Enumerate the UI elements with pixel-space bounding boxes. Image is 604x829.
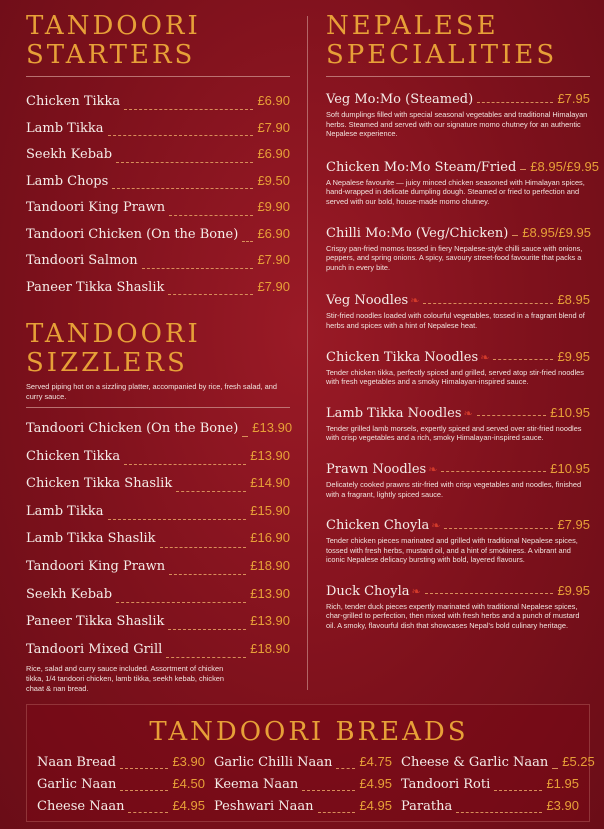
menu-item-name: Tandoori King Prawn [26, 558, 166, 574]
menu-item-price: £14.90 [250, 475, 290, 491]
menu-item-name: Chicken Tikka Noodles [326, 349, 479, 365]
menu-item-row [26, 503, 290, 531]
menu-item-name: Tandoori Chicken (On the Bone) [26, 421, 239, 436]
menu-item-price: £8.95 [557, 292, 590, 308]
right-column [326, 11, 599, 631]
dotted-leader [124, 464, 246, 465]
speciality-item [326, 461, 590, 499]
menu-item-name: Veg Noodles [326, 293, 409, 309]
menu-item-name: Chicken Choyla [326, 518, 430, 534]
dotted-leader [160, 547, 247, 548]
menu-item-name: Duck Choyla [326, 583, 410, 599]
menu-item-name: Tandoori Roti [401, 777, 491, 792]
dotted-leader [168, 294, 253, 295]
menu-item-price: £4.95 [359, 798, 392, 813]
menu-item-name: Garlic Chilli Naan [214, 755, 333, 770]
menu-item-price: £5.25 [562, 754, 595, 769]
dotted-leader [477, 102, 553, 103]
menu-item-row [26, 173, 290, 200]
dotted-leader [120, 790, 168, 791]
speciality-item [326, 517, 590, 565]
dotted-leader [494, 790, 542, 791]
menu-item-price: £6.90 [257, 225, 290, 241]
speciality-item [326, 158, 599, 207]
speciality-description: A Nepalese favourite — juicy minced chicken seasoned with Himalayan spices, hand-wrapped in delicate dumpling dough. Steamed or fried to perfection and served with our bold, house-made momo chutney. [326, 177, 585, 206]
menu-item-row [401, 798, 579, 820]
menu-item-row [326, 517, 590, 533]
speciality-description: Tender chicken pieces marinated and grilled with traditional Nepalese spices, tossed with fresh herbs, mustard oil, and a hint of smokiness. A vibrant and iconic Nepalese delicacy bursting with bold, layered flavours. [326, 536, 578, 565]
menu-item-name: Tandoori Chicken (On the Bone) [26, 226, 239, 242]
menu-item-price: £13.90 [250, 585, 290, 601]
sizzlers-note: Rice, salad and curry sauce included. Assortment of chicken tikka, 1/4 tandoori chicken, lamb tikka, seekh kebab, chicken chaat & nan bread. [26, 664, 225, 693]
dotted-leader [318, 812, 356, 813]
menu-item-name: Chilli Mo:Mo (Veg/Chicken) [326, 225, 509, 241]
dotted-leader [108, 135, 254, 136]
chili-pepper-icon: ❧ [463, 406, 473, 420]
menu-item-price: £4.95 [172, 798, 205, 813]
dotted-leader [116, 162, 253, 163]
menu-item-row [214, 754, 392, 776]
dotted-leader [116, 602, 246, 603]
menu-item-row [401, 776, 579, 798]
menu-item-name: Paratha [401, 799, 453, 814]
menu-item-row [26, 226, 290, 253]
menu-item-name: Seekh Kebab [26, 147, 113, 162]
menu-item-price: £9.90 [257, 199, 290, 214]
dotted-leader [169, 215, 253, 216]
menu-item-name: Cheese Naan [37, 799, 125, 814]
nepalese-list [326, 91, 599, 631]
speciality-description: Tender chicken tikka, perfectly spiced and grilled, served atop stir-fried noodles with fresh vegetables and a smoky Himalayan-inspired sauce. [326, 367, 584, 387]
dotted-leader [302, 790, 355, 791]
menu-item-price: £4.75 [359, 754, 392, 769]
sizzlers-title-rule [26, 407, 290, 408]
breads-section [26, 704, 595, 822]
dotted-leader [242, 436, 248, 437]
breads-list [37, 754, 595, 820]
menu-item-price: £9.95 [557, 348, 590, 364]
speciality-item [326, 583, 590, 631]
menu-item-name: Paneer Tikka Shaslik [26, 279, 165, 295]
dotted-leader [166, 657, 246, 658]
menu-item-price: £18.90 [250, 557, 290, 573]
speciality-description: Soft dumplings filled with special seasonal vegetables and traditional Himalayan herbs. Steamed and served with our signature momo chutney for an authentic Nepalese experience. [326, 110, 588, 139]
menu-item-row [26, 586, 290, 614]
starters-list [26, 93, 290, 305]
speciality-description: Tender grilled lamb morsels, expertly spiced and served over stir-fried noodles with crisp vegetables and a rich, smoky Himalayan-inspired sauce. [326, 423, 582, 443]
dotted-leader [176, 491, 246, 492]
dotted-leader [477, 415, 547, 416]
chili-pepper-icon: ❧ [410, 294, 420, 308]
speciality-item [326, 292, 590, 330]
menu-item-row [214, 798, 392, 820]
sizzlers-section [26, 319, 293, 693]
menu-item-name: Lamb Tikka [26, 120, 104, 136]
menu-item-row [26, 120, 290, 147]
dotted-leader [520, 169, 526, 170]
menu-item-name: Paneer Tikka Shaslik [26, 614, 165, 630]
sizzlers-list [26, 420, 293, 668]
speciality-item [326, 405, 590, 443]
speciality-description: Rich, tender duck pieces expertly marinated with traditional Nepalese spices, char-grilled to perfection, then mixed with fresh herbs and a punch of mustard oil. A smoky, flavourful dish that showcases Nepal's bold culinary heritage. [326, 601, 580, 631]
menu-item-row [326, 158, 599, 175]
menu-item-row [26, 530, 290, 558]
menu-item-price: £9.95 [557, 582, 590, 598]
menu-item-row [326, 292, 590, 308]
chili-pepper-icon: ❧ [431, 519, 441, 533]
menu-item-name: Tandoori Salmon [26, 253, 138, 268]
menu-item-name: Chicken Tikka [26, 94, 121, 109]
menu-item-row [326, 91, 590, 107]
nepalese-title-rule [326, 76, 590, 77]
menu-item-price: £7.90 [257, 252, 290, 267]
menu-item-name: Lamb Tikka [26, 503, 104, 519]
dotted-leader [441, 471, 546, 472]
menu-item-row [326, 225, 590, 241]
breads-title: TANDOORI BREADS [149, 717, 469, 747]
menu-item-price: £13.90 [250, 447, 290, 463]
menu-item-price: £8.95/£9.95 [522, 224, 591, 240]
menu-item-price: £7.95 [557, 517, 590, 533]
dotted-leader [552, 768, 558, 769]
menu-item-price: £6.90 [257, 146, 290, 161]
menu-item-name: Prawn Noodles [326, 461, 427, 477]
menu-item-row [26, 93, 290, 120]
menu-item-price: £16.90 [250, 530, 290, 546]
column-divider [307, 16, 308, 690]
menu-item-row [26, 252, 290, 279]
menu-item-name: Lamb Chops [26, 173, 109, 189]
menu-item-row [37, 798, 205, 820]
menu-item-row [26, 613, 290, 641]
dotted-leader [168, 629, 246, 630]
menu-item-price: £1.95 [546, 776, 579, 791]
menu-item-row [214, 776, 392, 798]
chili-pepper-icon: ❧ [411, 584, 421, 598]
menu-item-price: £4.95 [359, 776, 392, 791]
menu-item-row [326, 405, 590, 421]
menu-item-name: Peshwari Naan [214, 799, 314, 814]
menu-item-name: Chicken Mo:Mo Steam/Fried [326, 159, 517, 175]
menu-item-price: £7.90 [257, 119, 290, 135]
menu-item-name: Keema Naan [214, 777, 299, 792]
left-column [26, 11, 293, 693]
dotted-leader [112, 188, 253, 189]
menu-item-name: Chicken Tikka [26, 448, 121, 464]
menu-item-row [37, 754, 205, 776]
menu-item-price: £3.90 [546, 798, 579, 813]
dotted-leader [169, 574, 246, 575]
menu-item-name: Lamb Tikka Shaslik [26, 531, 156, 547]
menu-item-price: £8.95/£9.95 [530, 158, 599, 174]
chili-pepper-icon: ❧ [428, 462, 438, 476]
dotted-leader [120, 768, 169, 769]
menu-item-row [26, 448, 290, 476]
menu-item-row [26, 420, 293, 448]
starters-title: TANDOORI STARTERS [26, 11, 201, 70]
menu-item-row [326, 461, 590, 477]
menu-item-name: Garlic Naan [37, 777, 117, 792]
dotted-leader [142, 268, 254, 269]
menu-item-row [26, 279, 290, 306]
menu-item-row [26, 475, 290, 503]
speciality-description: Stir-fried noodles loaded with colourful vegetables, tossed in a fragrant blend of herbs and spices with a hint of Nepalese heat. [326, 311, 585, 330]
sizzlers-description: Served piping hot on a sizzling platter, accompanied by rice, fresh salad, and curry sauce. [26, 382, 278, 401]
dotted-leader [108, 519, 247, 520]
dotted-leader [124, 109, 253, 110]
dotted-leader [493, 359, 553, 360]
speciality-description: Crispy pan-fried momos tossed in fiery Nepalese-style chilli sauce with onions, peppers, and spring onions. A spicy, savoury street-food favourite that packs a punch in every bite. [326, 243, 583, 272]
speciality-item [326, 91, 590, 139]
menu-item-row [326, 349, 590, 365]
dotted-leader [423, 303, 553, 304]
menu-item-name: Tandoori Mixed Grill [26, 641, 163, 657]
menu-item-name: Chicken Tikka Shaslik [26, 476, 173, 492]
menu-item-name: Seekh Kebab [26, 586, 113, 602]
menu-item-row [326, 583, 590, 599]
dotted-leader [242, 241, 253, 242]
dotted-leader [425, 593, 554, 594]
menu-item-name: Tandoori King Prawn [26, 200, 166, 215]
menu-item-price: £10.95 [550, 460, 590, 476]
menu-item-price: £9.50 [257, 172, 290, 188]
menu-item-price: £7.90 [257, 278, 290, 294]
menu-item-row [26, 199, 290, 226]
menu-item-row [401, 754, 595, 776]
chili-pepper-icon: ❧ [480, 350, 490, 364]
speciality-item [326, 225, 590, 273]
menu-item-price: £6.90 [257, 93, 290, 108]
menu-item-name: Cheese & Garlic Naan [401, 755, 549, 770]
speciality-description: Delicately cooked prawns stir-fried with crisp vegetables and noodles, finished with a fragrant, lightly spiced sauce. [326, 479, 582, 499]
nepalese-title: NEPALESE SPECIALITIES [326, 11, 558, 70]
dotted-leader [456, 812, 542, 813]
menu-item-name: Naan Bread [37, 755, 116, 770]
menu-item-price: £4.50 [172, 776, 205, 791]
menu-item-price: £18.90 [250, 640, 290, 656]
sizzlers-title: TANDOORI SIZZLERS [26, 319, 201, 378]
menu-item-row [26, 146, 290, 173]
starters-title-rule [26, 76, 290, 77]
menu-item-name: Lamb Tikka Noodles [326, 405, 462, 421]
dotted-leader [336, 768, 355, 769]
menu-item-price: £15.90 [250, 502, 290, 518]
dotted-leader [444, 528, 553, 529]
menu-item-price: £7.95 [557, 91, 590, 106]
menu-item-price: £13.90 [250, 613, 290, 629]
menu-item-price: £13.90 [252, 420, 293, 435]
menu-item-row [26, 558, 290, 586]
menu-item-price: £3.90 [172, 754, 205, 769]
dotted-leader [512, 235, 518, 236]
speciality-item [326, 349, 590, 387]
dotted-leader [128, 812, 168, 813]
menu-item-name: Veg Mo:Mo (Steamed) [326, 92, 474, 107]
menu-item-price: £10.95 [550, 404, 590, 420]
menu-item-row [37, 776, 205, 798]
